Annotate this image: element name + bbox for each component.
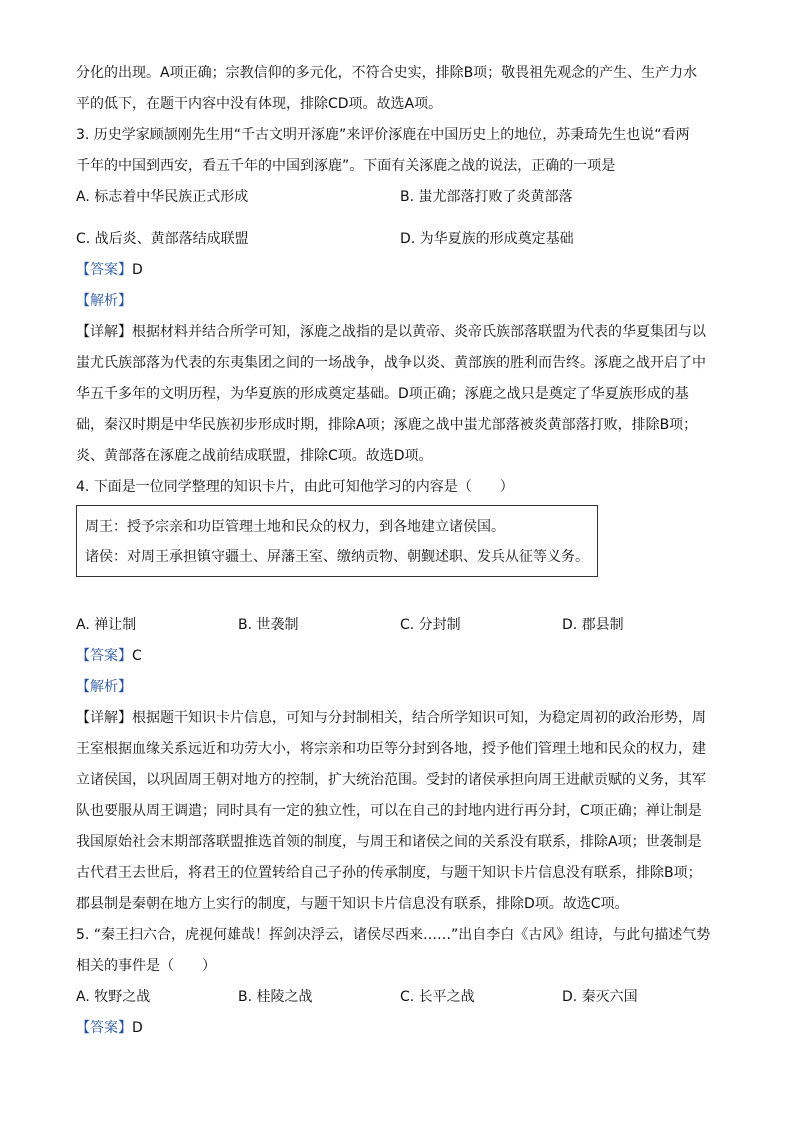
q3-analysis-tag: [76, 292, 132, 310]
q4-detail-line-2: 王室根据血缘关系远近和功劳大小，将宗亲和功臣等分封到各地，授予他们管理土地和民众的权力，建: [76, 741, 706, 757]
q4-option-d: D. 郡县制: [562, 617, 624, 633]
detail-tag: 【详解】: [76, 324, 132, 340]
answer-value: C: [132, 648, 142, 664]
answer-tag: 【答案】: [76, 648, 132, 664]
q4-detail-line-3: 立诸侯国，以巩固周王朝对地方的控制，扩大统治范围。受封的诸侯承担向周王进献贡赋的义务，其军: [76, 772, 706, 788]
q4-detail-line-5: 我国原始社会末期部落联盟推选首领的制度，与周王和诸侯之间的关系没有联系，排除A项；世袭制是: [76, 834, 702, 850]
q5-stem-line-2: 相关的事件是（ ）: [76, 958, 216, 974]
q5-option-a: A. 牧野之战: [76, 989, 151, 1005]
q3-option-c: C. 战后炎、黄部落结成联盟: [76, 231, 249, 247]
q5-option-d: D. 秦灭六国: [562, 989, 638, 1005]
card-line-zhouwang: 周王：授予宗亲和功臣管理土地和民众的权力，到各地建立诸侯国。: [85, 519, 505, 535]
q3-detail-line-1: [76, 323, 706, 341]
q5-option-b: B. 桂陵之战: [238, 989, 313, 1005]
q3-detail-line-3: 华五千多年的文明历程，为华夏族的形成奠定基础。D项正确；涿鹿之战只是奠定了华夏族形成的基: [76, 386, 689, 402]
q4-option-a: A. 禅让制: [76, 617, 137, 633]
knowledge-card: [76, 505, 598, 577]
q4-detail-line-6: 古代君王去世后，将君王的位置转给自己子孙的传承制度，与题干知识卡片信息没有联系，排除B项；: [76, 865, 702, 881]
q5-stem-line-1: 5. “秦王扫六合，虎视何雄哉！挥剑决浮云，诸侯尽西来……”出自李白《古风》组诗，与此句描述气势: [76, 927, 711, 943]
q3-detail-line-4: 础，秦汉时期是中华民族初步形成时期，排除A项；涿鹿之战中蚩尤部落被炎黄部落打败，排除B项；: [76, 417, 698, 433]
answer-value: D: [132, 1020, 143, 1036]
detail-tag: 【详解】: [76, 710, 132, 726]
analysis-tag: 【解析】: [76, 679, 132, 695]
q4-answer: [76, 647, 142, 665]
answer-value: D: [132, 262, 143, 278]
card-line-zhuhou: 诸侯：对周王承担镇守疆土、屏藩王室、缴纳贡物、朝觐述职、发兵从征等义务。: [85, 549, 589, 565]
q4-detail-line-4: 队也要服从周王调遣；同时具有一定的独立性，可以在自己的封地内进行再分封，C项正确；禅让制是: [76, 803, 702, 819]
q3-stem-line-1: 3. 历史学家顾颉刚先生用“千古文明开涿鹿”来评价涿鹿在中国历史上的地位，苏秉琦先生也说“看两: [76, 127, 690, 143]
q4-detail-line-7: 郡县制是秦朝在地方上实行的制度，与题干知识卡片信息没有联系，排除D项。故选C项。: [76, 896, 629, 912]
q4-analysis-tag: [76, 678, 132, 696]
answer-tag: 【答案】: [76, 262, 132, 278]
analysis-tag: 【解析】: [76, 293, 132, 309]
q3-detail-line-2: 蚩尤氏族部落为代表的东夷集团之间的一场战争，战争以炎、黄部族的胜利而告终。涿鹿之战开启了中: [76, 355, 706, 371]
q4-stem: 4. 下面是一位同学整理的知识卡片，由此可知他学习的内容是（ ）: [76, 479, 514, 495]
q4-option-c: C. 分封制: [400, 617, 461, 633]
q5-answer: [76, 1019, 143, 1037]
intro-line-1: 分化的出现。A项正确；宗教信仰的多元化，不符合史实，排除B项；敬畏祖先观念的产生、生产力水: [76, 65, 698, 81]
intro-line-2: 平的低下，在题干内容中没有体现，排除CD项。故选A项。: [76, 96, 443, 112]
q4-option-b: B. 世袭制: [238, 617, 299, 633]
detail-text: 根据题干知识卡片信息，可知与分封制相关，结合所学知识可知，为稳定周初的政治形势，周: [132, 710, 706, 726]
q5-option-c: C. 长平之战: [400, 989, 475, 1005]
q3-option-a: A. 标志着中华民族正式形成: [76, 189, 249, 205]
q3-option-d: D. 为华夏族的形成奠定基础: [400, 231, 574, 247]
detail-text: 根据材料并结合所学可知，涿鹿之战指的是以黄帝、炎帝氏族部落联盟为代表的华夏集团与以: [132, 324, 706, 340]
q3-detail-line-5: 炎、黄部落在涿鹿之战前结成联盟，排除C项。故选D项。: [76, 448, 433, 464]
q3-stem-line-2: 千年的中国到西安，看五千年的中国到涿鹿”。下面有关涿鹿之战的说法，正确的一项是: [76, 158, 616, 174]
q3-option-b: B. 蚩尤部落打败了炎黄部落: [400, 189, 573, 205]
q4-detail-line-1: [76, 709, 706, 727]
q3-answer: [76, 261, 143, 279]
answer-tag: 【答案】: [76, 1020, 132, 1036]
